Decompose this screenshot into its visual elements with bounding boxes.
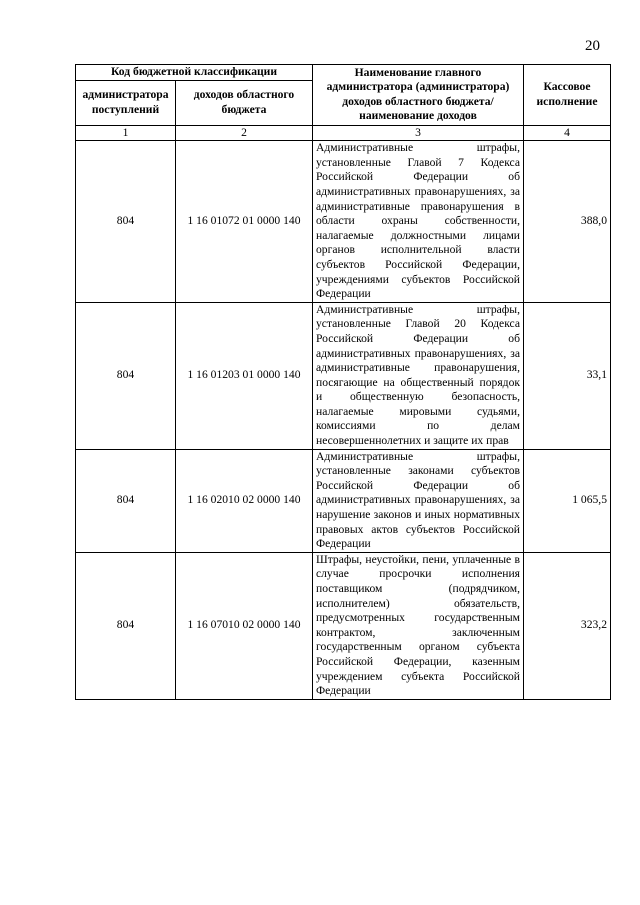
revenue-name-cell: Административные штрафы, установленные законами субъектов Российской Федерации об административных правонарушениях, за нарушение законов и иных нормативных правовых актов субъектов Российской Федерации bbox=[313, 449, 524, 552]
amount-cell: 388,0 bbox=[524, 141, 611, 303]
column-number: 3 bbox=[313, 125, 524, 141]
amount-cell: 1 065,5 bbox=[524, 449, 611, 552]
table-row bbox=[76, 141, 611, 303]
column-number: 4 bbox=[524, 125, 611, 141]
column-number-row bbox=[76, 125, 611, 141]
page-number: 20 bbox=[585, 38, 600, 54]
header-name: Наименование главного администратора (администратора) доходов областного бюджета/ наименование доходов bbox=[313, 65, 524, 126]
header-regional-budget-revenue: доходов областного бюджета bbox=[176, 80, 313, 125]
table-row bbox=[76, 302, 611, 449]
revenue-name-cell: Административные штрафы, установленные Главой 20 Кодекса Российской Федерации об административных правонарушениях, за административные правонарушения, посягающие на общественный порядок и общественную безопасность, налагаемые мировыми судьями, комиссиями по делам несовершеннолетних и защите их прав bbox=[313, 302, 524, 449]
admin-code-cell: 804 bbox=[76, 141, 176, 303]
admin-code-cell: 804 bbox=[76, 449, 176, 552]
column-number: 1 bbox=[76, 125, 176, 141]
revenue-code-cell: 1 16 01203 01 0000 140 bbox=[176, 302, 313, 449]
header-budget-classification-code: Код бюджетной классификации bbox=[76, 65, 313, 81]
amount-cell: 323,2 bbox=[524, 552, 611, 699]
amount-cell: 33,1 bbox=[524, 302, 611, 449]
revenue-name-cell: Штрафы, неустойки, пени, уплаченные в случае просрочки исполнения поставщиком (подрядчиком, исполнителем) обязательств, предусмотренных государственным контрактом, заключенным государственным органом субъекта Российской Федерации, казенным учреждением субъекта Российской Федерации bbox=[313, 552, 524, 699]
header-cash-execution: Кассовое исполнение bbox=[524, 65, 611, 126]
column-number: 2 bbox=[176, 125, 313, 141]
admin-code-cell: 804 bbox=[76, 302, 176, 449]
budget-revenue-table bbox=[75, 64, 611, 700]
table-row bbox=[76, 449, 611, 552]
header-admin-receipts: администратора поступлений bbox=[76, 80, 176, 125]
revenue-code-cell: 1 16 02010 02 0000 140 bbox=[176, 449, 313, 552]
revenue-name-cell: Административные штрафы, установленные Главой 7 Кодекса Российской Федерации об административных правонарушениях, за административные правонарушения в области охраны собственности, налагаемые должностными лицами органов исполнительной власти субъектов Российской Федерации, учреждениями субъектов Российской Федерации bbox=[313, 141, 524, 303]
admin-code-cell: 804 bbox=[76, 552, 176, 699]
table-row bbox=[76, 552, 611, 699]
revenue-code-cell: 1 16 01072 01 0000 140 bbox=[176, 141, 313, 303]
revenue-code-cell: 1 16 07010 02 0000 140 bbox=[176, 552, 313, 699]
